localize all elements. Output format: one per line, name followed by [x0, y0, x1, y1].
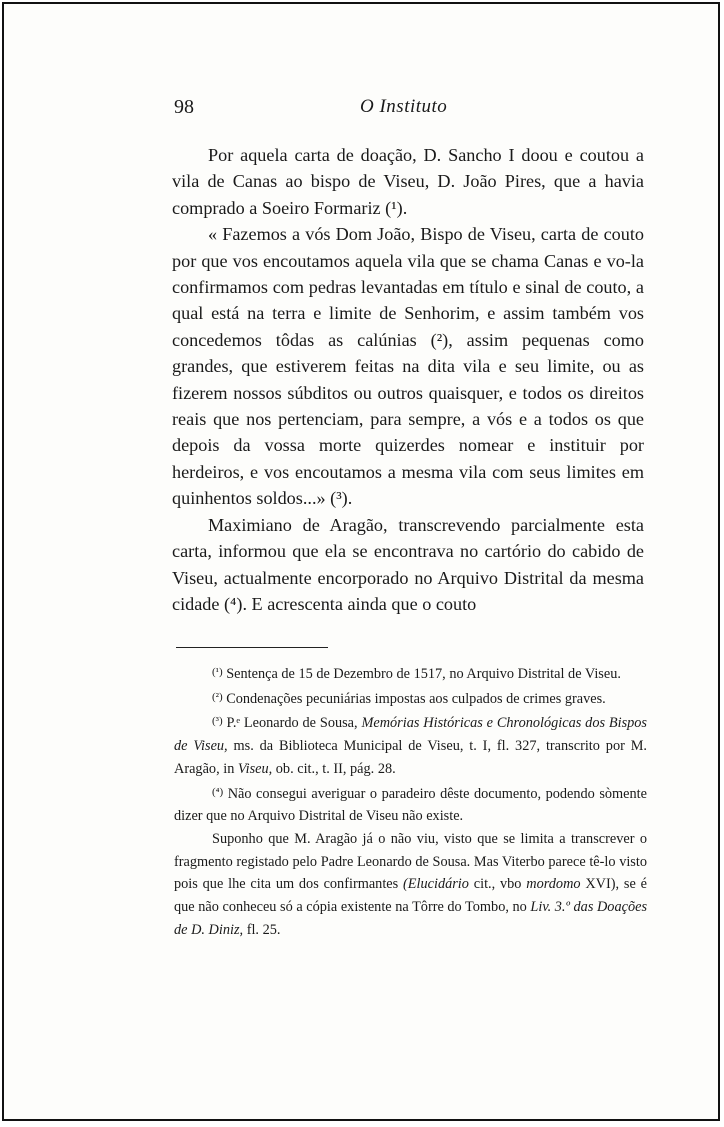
footnote-3-title: Memórias Históricas e Chronológicas dos Bispos de Viseu, — [174, 715, 647, 755]
paragraph-1: Por aquela carta de doação, D. Sancho I doou e coutou a vila de Canas ao bispo de Viseu, D. João Pires, que a havia comprado a Soeiro Formariz (¹). — [172, 145, 644, 218]
page-number: 98 — [174, 96, 194, 118]
footnote-3-author: P.ᵉ Leonardo de Sousa, — [226, 715, 358, 732]
footnote-4 — [174, 781, 647, 828]
footnote-4-text: Não consegui averiguar o paradeiro dêste documento, podendo sòmente dizer que no Arquivo Distrital de Viseu não existe. — [174, 785, 647, 825]
footnote-4-cont-elucidario: (Elucidário — [403, 876, 469, 893]
footnote-2-text: Condenações pecuniárias impostas aos culpados de crimes graves. — [226, 690, 606, 707]
footnote-4-cont-folio: fl. 25. — [246, 921, 281, 938]
footnote-2 — [174, 686, 647, 711]
footnote-4-cont-livro: Liv. 3.º das Doações de D. Diniz, — [174, 899, 648, 938]
footnote-4-continuation — [174, 828, 647, 942]
footnote-4-cont-text-2: cit., vbo — [473, 876, 522, 893]
footnote-3-work: Viseu, — [237, 760, 273, 777]
running-title: O Instituto — [360, 96, 448, 117]
footnote-1 — [174, 661, 647, 686]
main-text — [172, 142, 644, 617]
page-header — [174, 96, 644, 124]
footnote-3-mark: (³) — [212, 715, 223, 728]
footnote-4-mark: (⁴) — [212, 785, 224, 798]
footnote-4-cont-text-1: Suponho que M. Aragão já o não viu, visto que se limita a transcrever o fragmento registado pelo Padre Leonardo de Sousa. Mas Viterbo parece tê-lo visto pois que lhe cita um dos confirmantes — [174, 830, 647, 893]
paragraph-2-quotation: « Fazemos a vós Dom João, Bispo de Viseu, carta de couto por que vos encoutamos aquela vila que se chama Canas e vo-la confirmamos com pedras levantadas em título e sinal de couto, a qual está na terra e limite de Senhorim, e assim também vos concedemos tôdas as calúnias (²), assim pequenas como grandes, que estiverem feitas na dita vila e seu limite, ou as fizerem nossos súbditos ou outros quaisquer, e todos os direitos reais que nos pertenciam, para sempre, a vós e a todos os que depois da vossa morte quizerdes nomear e instituir por herdeiros, e vos encoutamos a mesma vila com seus limites em quinhentos soldos...» (³). — [172, 224, 644, 509]
footnote-1-mark: (¹) — [212, 666, 223, 678]
footnote-3-citation: ob. cit., t. II, pág. 28. — [275, 760, 396, 777]
footnote-2-mark: (²) — [212, 690, 223, 703]
footnote-separator — [176, 647, 328, 648]
footnote-4-cont-mordomo: mordomo — [526, 876, 581, 893]
footnote-3 — [174, 710, 647, 780]
footnote-1-text: Sentença de 15 de Dezembro de 1517, no Arquivo Distrital de Viseu. — [226, 666, 621, 682]
footnotes — [174, 661, 647, 941]
paragraph-3: Maximiano de Aragão, transcrevendo parcialmente esta carta, informou que ela se encontrava no cartório do cabido de Viseu, actualmente encorporado no Arquivo Distrital da mesma cidade (⁴). E acrescenta ainda que o couto — [172, 514, 644, 614]
book-page — [2, 2, 720, 1121]
footnote-4-cont-text-3: XVI), se é que não conheceu só a cópia existente na Tôrre do Tombo, no — [174, 876, 647, 916]
footnote-3-source: ms. da Biblioteca Municipal de Viseu, t. I, fl. 327, transcrito por M. Aragão, in — [174, 738, 647, 777]
